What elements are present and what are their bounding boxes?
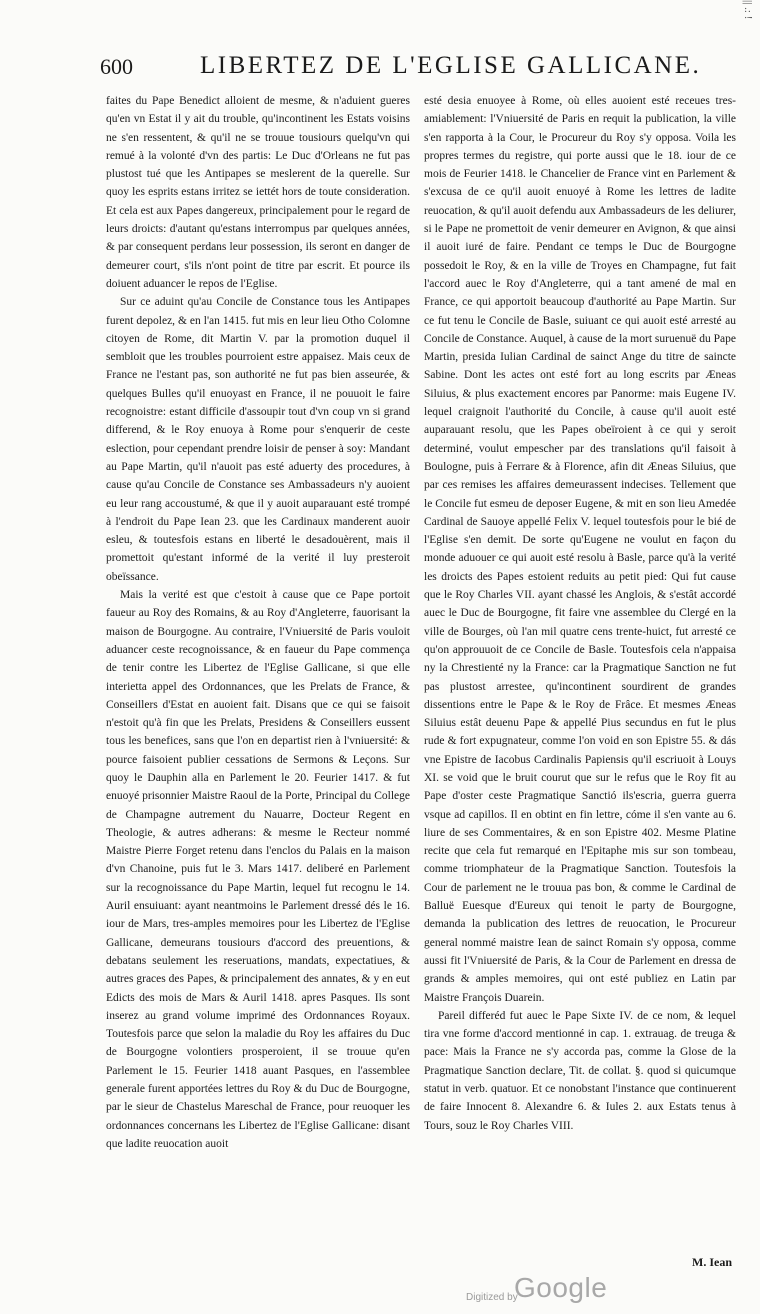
digitization-watermark (466, 1272, 666, 1312)
left-column (106, 92, 410, 1153)
page-header (100, 52, 740, 92)
page-number: 600 (100, 54, 133, 79)
watermark-caption: Digitized by (466, 1292, 518, 1303)
paragraph: Mais la verité est que c'estoit à cause que ce Pape portoit faueur au Roy des Romains, & au Roy d'Angleterre, fauorisant la maison de Bourgogne. Au contraire, l'Vniuersité de Paris vouloit aduancer ceste recognoissance, & en faueur du Pape commença de tenir contre les Libertez de l'Eglise Gallicane, si que elle interietta appel des Ordonnances, que les Prelats de France, & Conseillers d'Estat en auoient fait. Disans que ce qui se faisoit n'estoit qu'à fin que les Prelats, Presidens & Conseillers eussent tous les benefices, sans que l'on en departist rien à l'vniuersité: & pource faisoient publier cessations de Sermons & Leçons. Sur quoy le Dauphin alla en Parlement le 20. Feurier 1417. & fut enuoyé prisonnier Maistre Raoul de la Porte, Principal du College de Champagne autrement du Nauarre, Docteur Regent en Theologie, & autres adherans: & mesme le Recteur nommé Maistre Pierre Forget retenu dans l'enclos du Palais en la maison d'vn Chanoine, puis fut le 3. Mars 1417. deliberé en Parlement sur la recognoissance du Pape Martin, lequel fut recognu le 14. Auril ensuiuant: ayant neantmoins le Parlement dressé dés le 16. iour de Mars, tres-amples memoires pour les Libertez de l'Eglise Gallicane, demeurans tousiours d'accord des preuentions, & debatans seulement les reseruations, mandats, expectatiues, & autres graces des Papes, & principalement des annates, & y en eut Edicts des mois de Mars & Auril 1418. apres Pasques. Ils sont inserez au grand volume imprimé des Ordonnances Royaux. Toutesfois parce que selon la maladie du Roy les affaires du Duc de Bourgogne volontiers prosperoient, il se trouue qu'en Parlement le 15. Feurier 1418 auant Pasques, en l'assemblee generale furent apportées lettres du Roy & du Duc de Bourgogne, par le sieur de Chastelus Mareschal de France, pour reuoquer les ordonnances concernans les Libertez de l'Eglise Gallicane: disant que ladite reuocation auoit (106, 589, 410, 1150)
page-edge-mark: || .: ! (742, 0, 754, 20)
google-logo: Google (514, 1272, 608, 1303)
catchword: M. Iean (692, 1255, 732, 1269)
paragraph: Pareil differéd fut auec le Pape Sixte IV. de ce nom, & lequel tira vne forme d'accord mentionné in cap. 1. extrauag. de treuga & pace: Mais la France ne s'y accorda pas, comme la Glose de la Pragmatique Sanction declare, Tit. de collat. §. quod si quicumque statut in verb. quatuor. Et ce nonobstant l'instance que continuerent de faire Innocent 8. Alexandre 6. & Iules 2. aux Estats tenus à Tours, souz le Roy Charles VIII. (424, 1009, 736, 1132)
right-column (424, 92, 736, 1135)
text-columns (106, 92, 736, 1270)
running-head: LIBERTEZ DE L'EGLISE GALLICANE. (200, 52, 702, 79)
paragraph: faites du Pape Benedict alloient de mesme, & n'aduient gueres qu'en vn Estat il y ait du trouble, qu'incontinent les Estats voisins ne s'en ressentent, & qu'il ne se trouue tousiours quelqu'vn qui remué à la volonté d'vn des partis: Le Duc d'Orleans ne fut pas plustost tué que les Antipapes se meslerent de la querelle. Sur quoy les esprits estans irritez se iettét hors de toute consideration. Et cela est aux Papes dangereux, principalement pour le regard de leurs droicts: d'autant qu'estans interrompus par quelques années, & par consequent perdans leur possession, ils seront en danger de demeurer court, s'ils n'ont point de titre par escrit. Et pource ils doiuent aduancer le repos de l'Eglise. (106, 95, 410, 290)
paragraph: esté desia enuoyee à Rome, où elles auoient esté receues tres-amiablement: l'Vniuersité de Paris en requit la publication, la ville s'en rapporta à la Cour, le Procureur du Roy s'y opposa. Voila les propres termes du registre, qui porte aussi que le 18. iour de ce mois de Feurier 1418. le Chancelier de France vint en Parlement & s'excusa de ce qu'il auoit enuoyé à Rome les lettres de ladite reuocation, & qu'il auoit defendu aux Ambassadeurs de les deliurer, si le Pape ne promettoit de venir demeurer en Avignon, & que ainsi il auoit iuré de faire. Pendant ce temps le Duc de Bourgogne possedoit le Roy, & en la ville de Troyes en Champagne, fut fait l'accord auec le Roy d'Angleterre, qui a tant amené de mal en France, ce qui apportoit beaucoup d'authorité au Pape Martin. Sur ce fut tenu le Concile de Basle, suiuant ce qui auoit esté arresté au Concile de Constance. Auquel, à cause de la mort suruenuë du Pape Martin, presida Iulian Cardinal de sainct Ange du titre de saincte Sabine. Dont les actes ont esté fort au long escrits par Æneas Siluius, & plus exactement encores par Panorme: mais Eugene IV. lequel craignoit l'authorité du Concile, à cause qu'il auoit esté auparauant resolu, que les Papes obeïroient à ce qui y seroit determiné, voulut empescher par des translations qu'il faisoit à Boulogne, puis à Ferrare & à Florence, afin dit Æneas Siluius, que par ces remises les affaires demeurassent indecises. Tellement que le Concile fut esmeu de deposer Eugene, & mit en son lieu Amedée Cardinal de Sauoye appellé Felix V. lequel toutesfois pour le bié de l'Eglise s'en demit. De sorte qu'Eugene ne voulut en façon du monde aduouer ce qui auoit esté resolu à Basle, parce qu'à la verité les droicts des Papes estoient reduits au petit pied: Qui fut cause que le Roy Charles VII. ayant chassé les Anglois, & s'estât accordé auec le Duc de Bourgogne, fit faire vne assemblee du Clergé en la ville de Bourges, où l'an mil quatre cens trente-huict, fut arresté ce qu'on approuuoit de ce Concile de Basle. Toutesfois cela n'appaisa ny la Chrestienté ny la France: car la Pragmatique Sanction ne fut pas plustost arrestee, qu'incontinent sourdirent de grandes dissentions entre le Pape & le Roy de Frâce. Et mesmes Æneas Siluius estât deuenu Pape & appellé Pius secundus en fut le plus rude & fort expugnateur, comme l'on void en son Epistre 55. & dás vne Epistre de Iacobus Cardinalis Papiensis qu'il escriuoit à Louys XI. se void que le bruit courut que sur le refus que le Roy fit au Pape d'oster ceste Pragmatique Sanctió ils'escria, guerra guerra vsque ad capillos. Il en obtint en fin lettre, cóme il s'en vante au 6. liure de ses Commentaires, & en son Epistre 402. Mesme Platine recite que cela fut remarqué en l'Epitaphe mis sur son tombeau, comme triomphateur de la Pragmatique Sanction. Toutesfois la Cour de parlement ne le trouua pas bon, & comme le Cardinal de Balluë Euesque d'Eureux qui tenoit le party de Bourgogne, demanda la publication des lettres de reuocation, le Procureur general nommé maistre Iean de sainct Romain s'y opposa, comme aussi fit l'Vniuersité de Paris, & la Cour de Parlement en dressa de grands & amples memoires, qui ont esté publiez en Latin par Maistre François Duarein. (424, 95, 737, 1004)
paragraph: Sur ce aduint qu'au Concile de Constance tous les Antipapes furent depolez, & en l'an 1415. fut mis en leur lieu Otho Colomne citoyen de Rome, dit Martin V. par la promotion duquel il sembloit que les troubles pourroient estre appaisez. Mais ceux de France ne l'estant pas, son authorité ne fut pas bien asseurée, & quelques Bulles qu'il enuoyast en France, il ne pouuoit le faire recognoistre: estant difficile d'assoupir tout d'vn coup vn si grand differend, & le Roy enuoya à Rome pour s'enquerir de ceste eslection, pour cependant prendre loisir de penser à soy: Mandant au Pape Martin, qu'il n'auoit pas esté aduerty des procedures, à cause qu'au Concile de Constance ses Ambassadeurs n'y auoient eu leur rang accoustumé, & que il y auoit auparauant esté trompé à l'endroit du Pape Iean 23. que les Cardinaux manderent auoir esleu, & toutesfois estans en liberté le desadouèrent, mais il promettoit qu'estant informé de la verité il luy presteroit obeïssance. (106, 296, 410, 583)
